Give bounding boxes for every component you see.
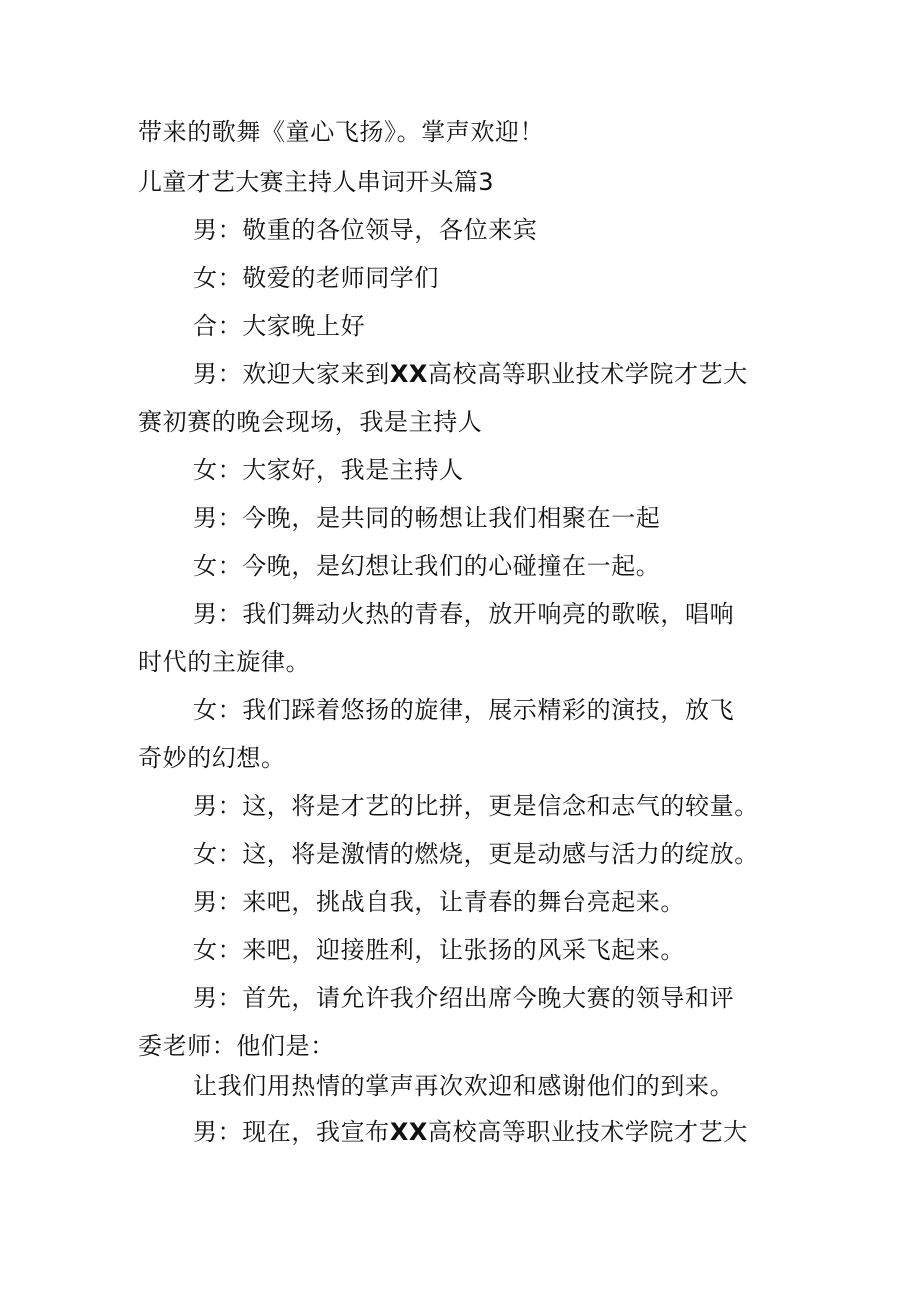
section-heading: 儿童才艺大赛主持人串词开头篇3 [138, 168, 494, 196]
text-line: 男：今晚，是共同的畅想让我们相聚在一起 [193, 504, 661, 532]
text-line: 带来的歌舞《童心飞扬》。掌声欢迎！ [138, 118, 545, 146]
text-segment: 男：欢迎大家来到 [193, 360, 390, 388]
text-line: 时代的主旋律。 [138, 648, 311, 676]
text-line: 女：来吧，迎接胜利，让张扬的风采飞起来。 [193, 936, 685, 964]
text-line [193, 359, 748, 389]
text-line: 男：敬重的各位领导，各位来宾 [193, 216, 538, 244]
placeholder-xx: XX [389, 1118, 429, 1146]
text-line: 奇妙的幻想。 [138, 744, 286, 772]
text-segment: 男：现在，我宣布 [193, 1118, 390, 1146]
text-line: 男：首先，请允许我介绍出席今晚大赛的领导和评 [193, 984, 735, 1012]
text-line: 女：敬爱的老师同学们 [193, 264, 439, 292]
text-line: 女：我们踩着悠扬的旋律，展示精彩的演技，放飞 [193, 696, 735, 724]
text-line: 合：大家晚上好 [193, 312, 366, 340]
text-line: 男：我们舞动火热的青春，放开响亮的歌喉，唱响 [193, 600, 735, 628]
text-line: 赛初赛的晚会现场，我是主持人 [138, 408, 483, 436]
text-line: 女：大家好，我是主持人 [193, 456, 464, 484]
text-line: 男：来吧，挑战自我，让青春的舞台亮起来。 [193, 888, 685, 916]
text-line: 让我们用热情的掌声再次欢迎和感谢他们的到来。 [193, 1072, 735, 1100]
text-line: 女：这，将是激情的燃烧，更是动感与活力的绽放。 [193, 840, 759, 868]
text-segment: 高校高等职业技术学院才艺大 [428, 1118, 748, 1146]
text-segment: 高校高等职业技术学院才艺大 [428, 360, 748, 388]
text-line: 女：今晚，是幻想让我们的心碰撞在一起。 [193, 552, 661, 580]
placeholder-xx: XX [389, 360, 429, 388]
text-line: 委老师：他们是： [138, 1032, 335, 1060]
text-line: 男：这，将是才艺的比拼，更是信念和志气的较量。 [193, 792, 759, 820]
text-line [193, 1117, 748, 1147]
